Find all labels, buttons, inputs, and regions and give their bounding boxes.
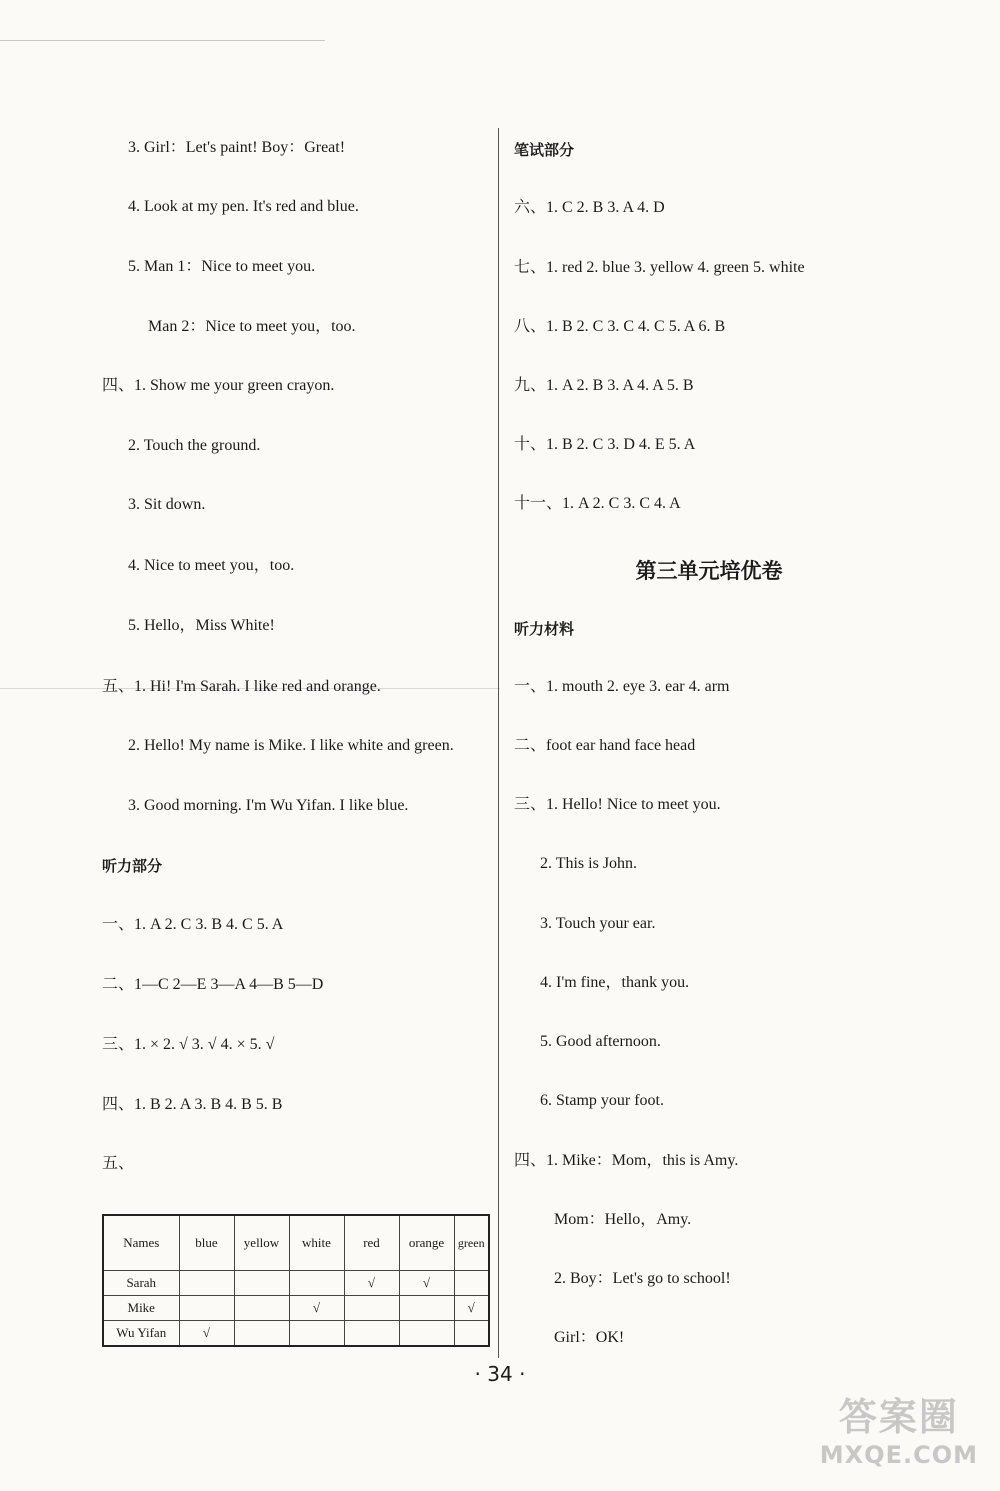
answer-line: 四、1. B 2. A 3. B 4. B 5. B [102, 1096, 283, 1113]
answer-line: Man 2：Nice to meet you，too. [148, 318, 356, 335]
table-header-cell: yellow [234, 1215, 289, 1271]
answer-line: 4. I'm fine，thank you. [540, 974, 690, 991]
section-heading: 笔试部分 [514, 141, 575, 159]
answer-line: 八、1. B 2. C 3. C 4. C 5. A 6. B [514, 318, 726, 335]
table-cell [234, 1321, 289, 1347]
table-cell [234, 1296, 289, 1321]
answer-line: 五、 [102, 1155, 135, 1172]
table-cell: √ [454, 1296, 489, 1321]
answer-line: Girl：OK! [554, 1329, 625, 1346]
table-cell [399, 1296, 454, 1321]
answer-line: 七、1. red 2. blue 3. yellow 4. green 5. white [514, 259, 805, 276]
table-cell [399, 1321, 454, 1347]
page-number: · 34 · [474, 1362, 526, 1386]
table-cell [344, 1296, 399, 1321]
table-cell [344, 1321, 399, 1347]
watermark-url: MXQE.COM [819, 1441, 978, 1469]
answer-line: 一、1. mouth 2. eye 3. ear 4. arm [514, 678, 730, 695]
table-cell [179, 1296, 234, 1321]
unit-title: 第三单元培优卷 [635, 559, 783, 583]
answer-line: 3. Sit down. [128, 496, 206, 513]
answer-line: 九、1. A 2. B 3. A 4. A 5. B [514, 377, 694, 394]
table-header-cell: orange [399, 1215, 454, 1271]
answer-line: 六、1. C 2. B 3. A 4. D [514, 199, 665, 216]
table-header-cell: white [289, 1215, 344, 1271]
table-cell: √ [179, 1321, 234, 1347]
answer-line: 五、1. Hi! I'm Sarah. I like red and orange. [102, 678, 381, 695]
answer-line: Mom：Hello，Amy. [554, 1211, 692, 1228]
section-heading: 听力部分 [102, 857, 163, 875]
answer-line: 3. Good morning. I'm Wu Yifan. I like blue. [128, 797, 409, 814]
answer-line: 二、1—C 2—E 3—A 4—B 5—D [102, 976, 324, 993]
table-cell: Sarah [103, 1271, 179, 1296]
answer-line: 5. Man 1：Nice to meet you. [128, 258, 316, 275]
table-cell: Mike [103, 1296, 179, 1321]
answer-line: 2. Hello! My name is Mike. I like white and green. [128, 737, 454, 754]
answer-line: 2. Boy：Let's go to school! [554, 1270, 731, 1287]
answer-line: 5. Good afternoon. [540, 1033, 661, 1050]
color-preference-table [102, 1214, 490, 1347]
answer-line: 三、1. × 2. √ 3. √ 4. × 5. √ [102, 1036, 275, 1053]
answer-line: 3. Touch your ear. [540, 915, 656, 932]
answer-line: 4. Nice to meet you，too. [128, 557, 295, 574]
watermark-text: 答案圈 [838, 1395, 959, 1439]
table-header-cell: Names [103, 1215, 179, 1271]
answer-line: 三、1. Hello! Nice to meet you. [514, 796, 721, 813]
answer-line: 2. This is John. [540, 855, 638, 872]
table-row [103, 1271, 489, 1296]
answer-line: 3. Girl：Let's paint! Boy：Great! [128, 139, 346, 156]
table-header-cell: blue [179, 1215, 234, 1271]
answer-line: 二、foot ear hand face head [514, 737, 696, 754]
column-divider [498, 128, 499, 1358]
answer-line: 5. Hello，Miss White! [128, 617, 275, 634]
table-cell [454, 1321, 489, 1347]
answer-line: 4. Look at my pen. It's red and blue. [128, 198, 359, 215]
answer-line: 一、1. A 2. C 3. B 4. C 5. A [102, 916, 284, 933]
answer-line: 6. Stamp your foot. [540, 1092, 664, 1109]
answer-line: 十一、1. A 2. C 3. C 4. A [514, 495, 681, 512]
answer-line: 四、1. Show me your green crayon. [102, 377, 335, 394]
top-rule [0, 40, 325, 41]
answer-line: 十、1. B 2. C 3. D 4. E 5. A [514, 436, 696, 453]
table-cell: √ [289, 1296, 344, 1321]
table-cell [289, 1321, 344, 1347]
table-row [103, 1296, 489, 1321]
table-cell [179, 1271, 234, 1296]
answer-line: 2. Touch the ground. [128, 437, 261, 454]
table-cell [454, 1271, 489, 1296]
table-cell: √ [344, 1271, 399, 1296]
table-header-row [103, 1215, 489, 1271]
table-cell: Wu Yifan [103, 1321, 179, 1347]
answer-line: 四、1. Mike：Mom，this is Amy. [514, 1152, 739, 1169]
table-row [103, 1321, 489, 1347]
table-cell: √ [399, 1271, 454, 1296]
table-header-cell: red [344, 1215, 399, 1271]
table-cell [289, 1271, 344, 1296]
table-cell [234, 1271, 289, 1296]
section-heading: 听力材料 [514, 620, 575, 638]
watermark-logo [820, 1386, 978, 1469]
table-header-cell: green [454, 1215, 489, 1271]
